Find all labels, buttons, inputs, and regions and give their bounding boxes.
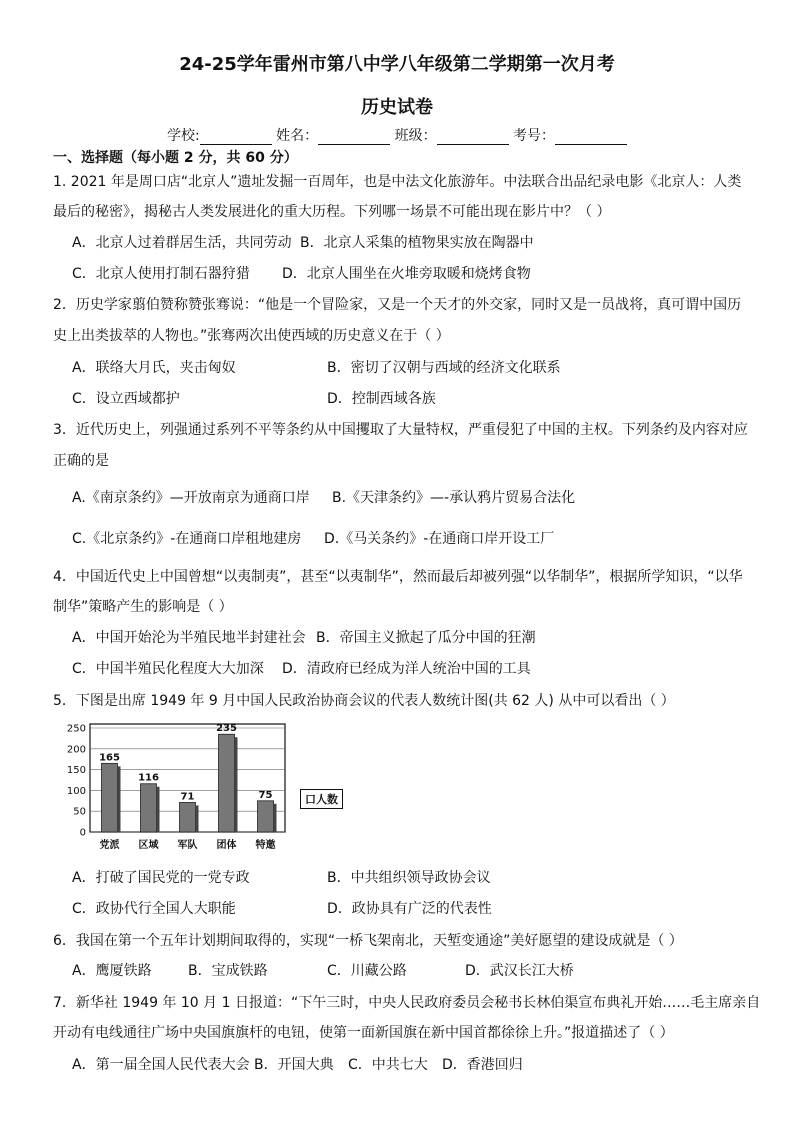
y-tick-label: 200 xyxy=(66,744,86,756)
question-7-line-1: 7．新华社 1949 年 10 月 1 日报道：“下午三时，中央人民政府委员会秘书长林伯渠宣布典礼开始……毛主席亲自 xyxy=(53,995,761,1011)
x-tick-label: 特邀 xyxy=(255,840,276,851)
question-1-option-d[interactable]: D．北京人围坐在火堆旁取暖和烧烤食物 xyxy=(282,266,531,282)
y-tick-label: 250 xyxy=(66,723,86,735)
question-5-option-c[interactable]: C．政协代行全国人大职能 xyxy=(72,901,236,917)
question-1-option-c[interactable]: C．北京人使用打制石器狩猎 xyxy=(72,266,250,282)
question-4-line-1: 4．中国近代史上中国曾想“以夷制夷”，甚至“以夷制华”，然而最后却被列强“以华制华”，根据所学知识，“以华 xyxy=(53,569,743,585)
exam-subtitle: 历史试卷 xyxy=(361,97,433,118)
question-2-line-1: 2．历史学家翦伯赞称赞张骞说：“他是一个冒险家，又是一个天才的外交家，同时又是一员战将，真可谓中国历 xyxy=(53,297,742,313)
bar-value-label: 75 xyxy=(258,789,273,801)
question-5-line-1: 5．下图是出席 1949 年 9 月中国人民政治协商会议的代表人数统计图(共 62 人) 从中可以看出（ ） xyxy=(53,693,675,709)
bar xyxy=(258,801,274,832)
question-6-option-a[interactable]: A．鹰厦铁路 xyxy=(72,963,152,979)
x-tick-label: 军队 xyxy=(177,840,198,851)
question-3-option-d[interactable]: D.《马关条约》-在通商口岸开设工厂 xyxy=(324,531,555,547)
question-6-line-1: 6．我国在第一个五年计划期间取得的，实现“一桥飞架南北，天堑变通途”美好愿望的建设成就是（ ） xyxy=(53,933,683,949)
y-tick-label: 100 xyxy=(66,785,86,797)
question-2-option-a[interactable]: A．联络大月氏，夹击匈奴 xyxy=(72,360,236,376)
school-blank[interactable] xyxy=(200,130,272,145)
exam-number-blank[interactable] xyxy=(555,130,627,145)
question-6-option-c[interactable]: C．川藏公路 xyxy=(327,963,407,979)
student-info-row xyxy=(0,125,794,145)
bar-value-label: 116 xyxy=(138,772,159,784)
question-5-option-b[interactable]: B．中共组织领导政协会议 xyxy=(327,870,491,886)
school-label: 学校: xyxy=(166,128,200,144)
bar-shadow xyxy=(157,787,160,832)
question-4-option-a[interactable]: A．中国开始沦为半殖民地半封建社会 xyxy=(72,630,306,646)
question-2-option-d[interactable]: D．控制西域各族 xyxy=(327,391,436,407)
question-4-line-2: 制华”策略产生的影响是（ ） xyxy=(53,599,233,615)
bar-shadow xyxy=(118,766,121,832)
x-tick-label: 党派 xyxy=(99,840,120,851)
bar xyxy=(102,763,118,832)
question-1-option-a[interactable]: A．北京人过着群居生活，共同劳动 xyxy=(72,235,292,251)
question-4-option-d[interactable]: D．清政府已经成为洋人统治中国的工具 xyxy=(282,661,531,677)
bar-shadow xyxy=(274,804,277,832)
bar-value-label: 235 xyxy=(216,723,237,735)
x-tick-label: 团体 xyxy=(216,840,237,851)
y-tick-label: 150 xyxy=(66,765,86,777)
question-7-option-b[interactable]: B．开国大典 xyxy=(254,1057,334,1073)
question-3-option-c[interactable]: C.《北京条约》-在通商口岸租地建房 xyxy=(72,531,302,547)
question-7-option-d[interactable]: D．香港回归 xyxy=(442,1057,523,1073)
bar xyxy=(141,784,157,832)
question-7-option-c[interactable]: C．中共七大 xyxy=(348,1057,428,1073)
exam-title: 24-25学年雷州市第八中学八年级第二学期第一次月考 xyxy=(179,54,615,75)
class-blank[interactable] xyxy=(437,130,509,145)
y-tick-label: 0 xyxy=(79,827,86,839)
question-3-option-a[interactable]: A.《南京条约》—开放南京为通商口岸 xyxy=(72,490,310,506)
question-1-line-1: 1. 2021 年是周口店“北京人”遗址发掘一百周年，也是中法文化旅游年。中法联合出品纪录电影《北京人：人类 xyxy=(53,174,742,190)
section-heading: 一、选择题（每小题 2 分，共 60 分） xyxy=(53,150,298,166)
question-1-line-2: 最后的秘密》，揭秘古人类发展进化的重大历程。下列哪一场景不可能出现在影片中？（ ） xyxy=(53,204,611,220)
bar-value-label: 165 xyxy=(99,752,120,764)
question-4-option-c[interactable]: C．中国半殖民化程度大大加深 xyxy=(72,661,264,677)
question-7-option-a[interactable]: A．第一届全国人民代表大会 xyxy=(72,1057,250,1073)
question-7-line-2: 开动有电线通往广场中央国旗旗杆的电钮，使第一面新国旗在新中国首都徐徐上升。”报道描述了（ ） xyxy=(53,1025,674,1041)
name-blank[interactable] xyxy=(318,130,390,145)
question-5-option-a[interactable]: A．打破了国民党的一党专政 xyxy=(72,870,250,886)
question-6-option-b[interactable]: B．宝成铁路 xyxy=(188,963,268,979)
y-tick-label: 50 xyxy=(73,806,86,818)
question-2-option-b[interactable]: B．密切了汉朝与西域的经济文化联系 xyxy=(327,360,561,376)
x-tick-label: 区域 xyxy=(138,840,159,851)
question-2-line-2: 史上出类拔萃的人物也。”张骞两次出使西域的历史意义在于（ ） xyxy=(53,328,450,344)
question-5-option-d[interactable]: D．政协具有广泛的代表性 xyxy=(327,901,492,917)
class-label: 班级： xyxy=(394,128,437,144)
delegate-count-bar-chart xyxy=(60,720,300,862)
chart-legend: 口人数 xyxy=(300,789,343,809)
bar-shadow xyxy=(196,805,199,832)
question-4-option-b[interactable]: B．帝国主义掀起了瓜分中国的狂潮 xyxy=(316,630,536,646)
bar xyxy=(219,734,235,832)
bar-shadow xyxy=(235,737,238,832)
question-2-option-c[interactable]: C．设立西域都护 xyxy=(72,391,180,407)
question-3-line-2: 正确的是 xyxy=(53,453,109,469)
question-3-line-1: 3．近代历史上，列强通过系列不平等条约从中国攫取了大量特权，严重侵犯了中国的主权。下列条约及内容对应 xyxy=(53,422,748,438)
bar xyxy=(180,802,196,832)
question-3-option-b[interactable]: B.《天津条约》—-承认鸦片贸易合法化 xyxy=(332,490,576,506)
name-label: 姓名： xyxy=(276,128,319,144)
bar-value-label: 71 xyxy=(180,791,195,803)
question-1-option-b[interactable]: B．北京人采集的植物果实放在陶器中 xyxy=(300,235,534,251)
exam-number-label: 考号： xyxy=(513,128,556,144)
question-6-option-d[interactable]: D．武汉长江大桥 xyxy=(465,963,574,979)
